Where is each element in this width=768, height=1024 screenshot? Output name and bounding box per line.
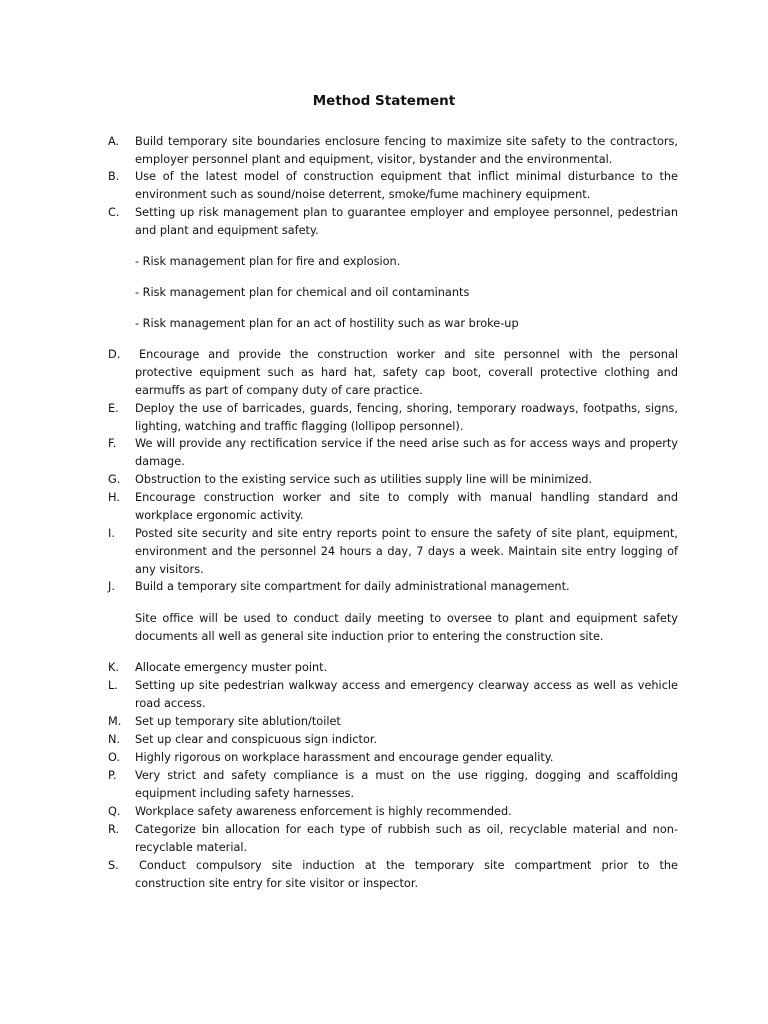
list-item-text: Very strict and safety compliance is a must on the use rigging, dogging and scaffolding equipment including safety harnesses. xyxy=(135,769,678,800)
list-marker: A. xyxy=(108,135,120,148)
list-item-m xyxy=(108,713,678,731)
risk-plan-chemical: - Risk management plan for chemical and oil contaminants xyxy=(135,286,470,299)
list-marker: G. xyxy=(108,473,121,486)
list-marker: S. xyxy=(108,859,119,872)
list-item-c xyxy=(108,204,678,240)
risk-plan-fire: - Risk management plan for fire and explosion. xyxy=(135,255,401,268)
list-item-h xyxy=(108,489,678,525)
list-item-text: Setting up risk management plan to guarantee employer and employee personnel, pedestrian and plant and equipment safety. xyxy=(135,206,678,237)
risk-plan-hostility: - Risk management plan for an act of hostility such as war broke-up xyxy=(135,317,519,330)
list-item-n xyxy=(108,731,678,749)
list-item-text: Categorize bin allocation for each type of rubbish such as oil, recyclable material and non-recyclable material. xyxy=(135,823,678,854)
list-item-text: Encourage construction worker and site to comply with manual handling standard and workplace ergonomic activity. xyxy=(135,491,678,522)
list-item-p xyxy=(108,767,678,803)
list-item-text: Posted site security and site entry reports point to ensure the safety of site plant, equipment, environment and the personnel 24 hours a day, 7 days a week. Maintain site entry logging of any visitors. xyxy=(135,527,678,576)
list-marker: E. xyxy=(108,402,119,415)
list-marker: F. xyxy=(108,437,117,450)
list-item-j xyxy=(108,578,678,596)
list-item-text: Encourage and provide the construction worker and site personnel with the personal protective equipment such as hard hat, safety cap boot, coverall protective clothing and earmuffs as part of company duty of care practice. xyxy=(135,348,678,397)
list-marker: K. xyxy=(108,661,119,674)
list-marker: R. xyxy=(108,823,120,836)
list-marker: Q. xyxy=(108,805,121,818)
list-item-l xyxy=(108,677,678,713)
list-item-r xyxy=(108,821,678,857)
list-item-o xyxy=(108,749,678,767)
list-marker: M. xyxy=(108,715,122,728)
list-marker: B. xyxy=(108,170,120,183)
list-item-a xyxy=(108,133,678,169)
list-item-f xyxy=(108,435,678,471)
site-office-note: Site office will be used to conduct daily meeting to oversee to plant and equipment safety documents all well as general site induction prior to entering the construction site. xyxy=(135,612,678,643)
list-marker: N. xyxy=(108,733,121,746)
list-marker: J. xyxy=(108,580,115,593)
list-item-text: Use of the latest model of construction equipment that inflict minimal disturbance to the environment such as sound/noise deterrent, smoke/fume machinery equipment. xyxy=(135,170,678,201)
list-marker: I. xyxy=(108,527,115,540)
list-item-s xyxy=(108,857,678,893)
list-item-text: Setting up site pedestrian walkway access and emergency clearway access as well as vehicle road access. xyxy=(135,679,678,710)
list-marker: L. xyxy=(108,679,118,692)
list-item-text: Obstruction to the existing service such as utilities supply line will be minimized. xyxy=(135,473,593,486)
list-item-i xyxy=(108,525,678,579)
list-item-d xyxy=(108,346,678,400)
list-item-q xyxy=(108,803,678,821)
list-item-text: Build temporary site boundaries enclosure fencing to maximize site safety to the contractors, employer personnel plant and equipment, visitor, bystander and the environmental. xyxy=(135,135,678,166)
list-item-b xyxy=(108,168,678,204)
list-marker: P. xyxy=(108,769,117,782)
list-item-e xyxy=(108,400,678,436)
list-item-text: We will provide any rectification service if the need arise such as for access ways and property damage. xyxy=(135,437,678,468)
list-item-text: Highly rigorous on workplace harassment and encourage gender equality. xyxy=(135,751,554,764)
list-item-g xyxy=(108,471,678,489)
list-item-text: Build a temporary site compartment for daily administrational management. xyxy=(135,580,570,593)
list-item-text: Set up clear and conspicuous sign indictor. xyxy=(135,733,378,746)
list-item-text: Workplace safety awareness enforcement is highly recommended. xyxy=(135,805,512,818)
list-item-text: Deploy the use of barricades, guards, fencing, shoring, temporary roadways, footpaths, signs, lighting, watching and traffic flagging (lollipop personnel). xyxy=(135,402,678,433)
document-title: Method Statement xyxy=(312,93,456,109)
list-marker: C. xyxy=(108,206,120,219)
list-item-k xyxy=(108,659,678,677)
list-item-text: Conduct compulsory site induction at the temporary site compartment prior to the construction site entry for site visitor or inspector. xyxy=(135,859,678,890)
list-marker: H. xyxy=(108,491,120,504)
list-marker: O. xyxy=(108,751,121,764)
list-marker: D. xyxy=(108,348,121,361)
list-item-text: Set up temporary site ablution/toilet xyxy=(135,715,341,728)
list-item-text: Allocate emergency muster point. xyxy=(135,661,328,674)
